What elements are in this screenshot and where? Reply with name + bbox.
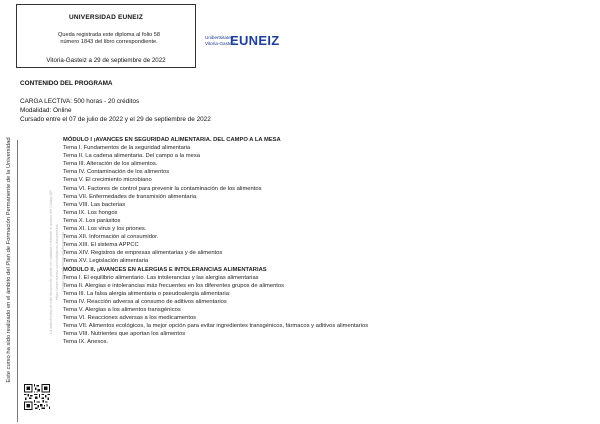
topic-item: Tema IX. Anexos.	[63, 339, 109, 346]
topic-item: Tema I. El equilibrio alimentario. Las intolerancias y las alergias alimentarias	[63, 274, 259, 281]
topic-item: Tema XIV. Registros de empresas alimentarias y de alimentos	[63, 250, 223, 257]
university-name: UNIVERSIDAD EUNEIZ	[68, 14, 144, 21]
topic-item: Tema III. La falsa alergia alimentaria o pseudoalergia alimentaria:	[63, 290, 231, 297]
topic-item: Tema XII. Información al consumidor.	[63, 234, 159, 241]
euneiz-logo	[205, 31, 280, 53]
cursado-fechas: Cursado entre el 07 de julio de 2022 y el 29 de septiembre de 2022	[20, 116, 211, 123]
side-main-text: Este curso ha sido realizado en el ámbito del Plan de Formación Permanente de la Universidad	[6, 137, 12, 383]
topic-item: Tema II. Alergias e intolerancias más frecuentes en los diferentes grupos de alimentos	[63, 282, 285, 289]
topic-item: Tema XV. Legislación alimentaria	[63, 258, 149, 265]
module-heading: MÓDULO I ¡AVANCES EN SEGURIDAD ALIMENTARIA. DEL CAMPO A LA MESA	[63, 137, 281, 143]
registration-line-1: Queda registrada este diploma al folio 58	[58, 32, 160, 38]
topic-item: Tema VIII. Nutrientes que aportan los alimentos	[63, 331, 186, 338]
carga-lectiva: CARGA LECTIVA: 500 horas - 20 créditos	[20, 98, 140, 105]
verification-line-2: https://www.euneiz.com/validacion-documentos	[55, 224, 59, 300]
topic-item: Tema X. Los parásitos	[63, 217, 121, 224]
topic-item: Tema XI. Los virus y los priones.	[63, 226, 147, 233]
verification-line-3: Código de verificación del documento	[61, 232, 65, 292]
topic-item: Tema IV. Reacción adversa al consumo de aditivos alimentarios	[63, 298, 227, 305]
topic-item: Tema VII. Alimentos ecológicos, la mejor opción para evitar ingredientes transgénicos, fármacos y aditivos alimentarios	[63, 323, 369, 330]
margin-divider	[17, 140, 18, 422]
logo-wordmark: EUNEIZ	[230, 33, 280, 48]
topic-item: Tema XIII. El sistema APPCC	[63, 242, 139, 249]
topics-list	[63, 136, 583, 346]
topic-item: Tema V. Alergias a los alimentos transgénicos	[63, 306, 181, 313]
topic-item: Tema V. El crecimiento microbiano	[63, 177, 152, 184]
modalidad: Modalidad: Online	[20, 107, 72, 114]
side-vertical-text	[1, 125, 17, 395]
topic-item: Tema VII. Enfermedades de transmisión alimentaria.	[63, 193, 198, 200]
registration-date: Vitoria-Gasteiz a 29 de septiembre de 2022	[46, 57, 166, 64]
topic-item: Tema IV. Contaminación de los alimentos	[63, 169, 170, 176]
topic-item: Tema II. La cadena alimentaria. Del campo a la mesa	[63, 153, 200, 160]
registration-line-2: número 1843 del libro correspondiente.	[60, 39, 158, 45]
topic-item: Tema VI. Factores de control para prevenir la contaminación de los alimentos	[63, 185, 262, 192]
logo-subtitle-line-1: Unibertsitatea	[205, 35, 234, 40]
topic-item: Tema VI. Reacciones adversas a los medicamentos	[63, 315, 197, 322]
qr-code-icon	[24, 384, 50, 410]
topic-item: Tema III. Alteración de los alimentos.	[63, 161, 158, 168]
topic-item: Tema IX. Los hongos	[63, 209, 118, 216]
verification-line-1: La autenticidad de este documento puede ser validada mediante el acceso del Código QR	[49, 190, 53, 334]
program-title: CONTENIDO DEL PROGRAMA	[20, 80, 113, 87]
module-heading: MÓDULO II. ¡AVANCES EN ALERGIAS E INTOLERANCIAS ALIMENTARIAS	[63, 266, 267, 273]
topic-item: Tema VIII. Las bacterias	[63, 201, 126, 208]
registration-text	[39, 32, 179, 46]
side-verification-text	[33, 150, 81, 380]
logo-subtitle-line-2: Vitoria-Gasteiz	[205, 40, 236, 46]
topic-item: Tema I. Fundamentos de la seguridad alimentaria	[63, 145, 191, 152]
registration-box	[16, 4, 196, 68]
